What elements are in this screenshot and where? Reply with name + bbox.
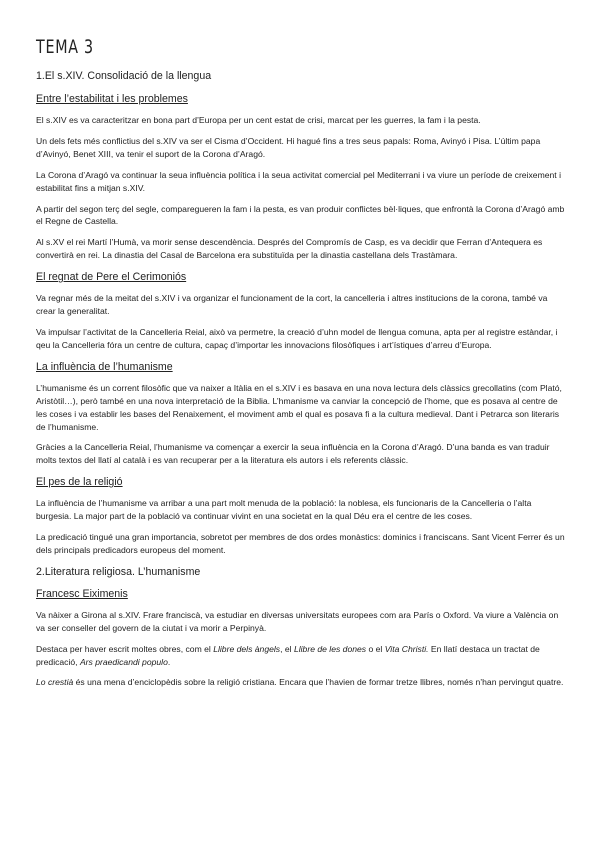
paragraph: Al s.XV el rei Martí l’Humà, va morir sense descendència. Després del Compromís de Casp, es va decidir que Ferran d’Antequera es convertirà en rei. La dinastia del Casal de Barcelona era substituïda per la dinastia castellana dels Trastàmara. [36, 237, 543, 261]
subheading-humanisme: La influència de l’humanisme [36, 360, 173, 373]
paragraph: L’humanisme és un corrent filosòfic que va naixer a Itàlia en el s.XIV i es basava en una nova lectura dels clàssics grecollatins (com Plató, Aristòtil…), però també en una nova interpretació de la Biblia. L’hmanisme va canviar la concepció de l’home, que es posava al centre de les coses i va establir les bases del Renaixement, el moviment amb el qual es posava fi a la cultura medieval. Dant i Petrarca son literaris de l’humanisme. [36, 382, 562, 432]
book-title: Llibre de les dones [293, 643, 367, 654]
page-title: TEMA 3 [36, 36, 94, 58]
paragraph: La influència de l’humanisme va arribar a una part molt menuda de la població: la noblesa, els funcionaris de la Cancelleria o l’alta burgesia. La major part de la població va continuar vivint en una societat en la qual Déu era el centre de les coses. [36, 498, 532, 522]
section-heading-2: 2.Literatura religiosa. L’humanisme [36, 565, 201, 578]
book-title: Llibre dels àngels [213, 643, 281, 654]
document-page [36, 36, 566, 689]
paragraph: Un dels fets més conflictius del s.XIV va ser el Cisma d’Occident. Hi hagué fins a tres seus papals: Roma, Avinyó i Pisa. L’últim papa d’Avinyó, Benet XIII, va tenir el suport de la Corona d’Aragó. [36, 135, 541, 159]
book-title: Ars praedicandi populo [79, 656, 168, 667]
book-title: Vita Christi. [384, 643, 429, 654]
text-run: Destaca per haver escrit moltes obres, com el [36, 643, 214, 654]
paragraph [36, 643, 566, 669]
paragraph [36, 676, 566, 689]
paragraph: Gràcies a la Cancelleria Reial, l’humanisme va començar a exercir la seua influència en la Corona d’Aragó. D’una banda es van traduir molts textos del llatí al català i es van recuperar per a la literatura els autors i els referents clàssic. [36, 442, 550, 466]
paragraph: Va impulsar l’activitat de la Cancelleria Reial, això va permetre, la creació d’uhn model de llengua comuna, apta per al registre estàndar, i qeu la Cancelleria fóra un centre de cultura, capaç d’importar les innovacions filosòfiques i art’ístiques d’arreu d’Europa. [36, 326, 558, 350]
subheading-estabilitat: Entre l’estabilitat i les problemes [36, 93, 188, 105]
paragraph: La predicació tingué una gran importancia, sobretot per membres de dos ordes monàstics: dominics i franciscans. Sant Vicent Ferrer és un dels principals predicadors europeus del moment. [36, 532, 565, 555]
text-run: , el [280, 643, 294, 654]
section-heading-1: 1.El s.XIV. Consolidació de la llengua [36, 70, 212, 82]
paragraph: Va nàixer a Girona al s.XIV. Frare franciscà, va estudiar en diversas universitats europees com ara París o Oxford. Va viure a València on va ser conseller del govern de la ciutat i va morir a Perpinyà. [36, 609, 559, 633]
subheading-pere-el-ceremonios: El regnat de Pere el Cerimoniós [36, 271, 187, 284]
paragraph: A partir del segon terç del segle, comparegueren la fam i la pesta, es van produir conflictes bèl·liques, que enfrontà la Corona d’Aragó amb el Regne de Castella. [36, 203, 565, 227]
text-run: o el [366, 643, 385, 654]
paragraph: Va regnar més de la meitat del s.XIV i va organizar el funcionament de la cort, la cancelleria i altres institucions de la corona, també va crear la generalitat. [36, 293, 548, 317]
text-run: . [167, 656, 171, 667]
paragraph: El s.XIV es va caracteritzar en bona part d’Europa per un cent estat de crisi, marcat per les guerres, la fam i la pesta. [36, 115, 481, 125]
text-run: En llatí destaca un tractat de predicació, [36, 643, 540, 667]
text-run: és una mena d’enciclopèdis sobre la religió cristiana. Encara que l’havien de formar tretze llibres, només n’han pervingut quatre. [73, 677, 564, 688]
subheading-religio: El pes de la religió [36, 476, 123, 489]
book-title: Lo crestià [36, 677, 74, 688]
paragraph: La Corona d’Aragó va continuar la seua influència política i la seua activitat comercial pel Mediterrani i va viure un període de creixement i estabilitat fins a mitjan s.XIV. [36, 169, 561, 193]
subheading-eiximenis: Francesc Eiximenis [36, 587, 128, 600]
